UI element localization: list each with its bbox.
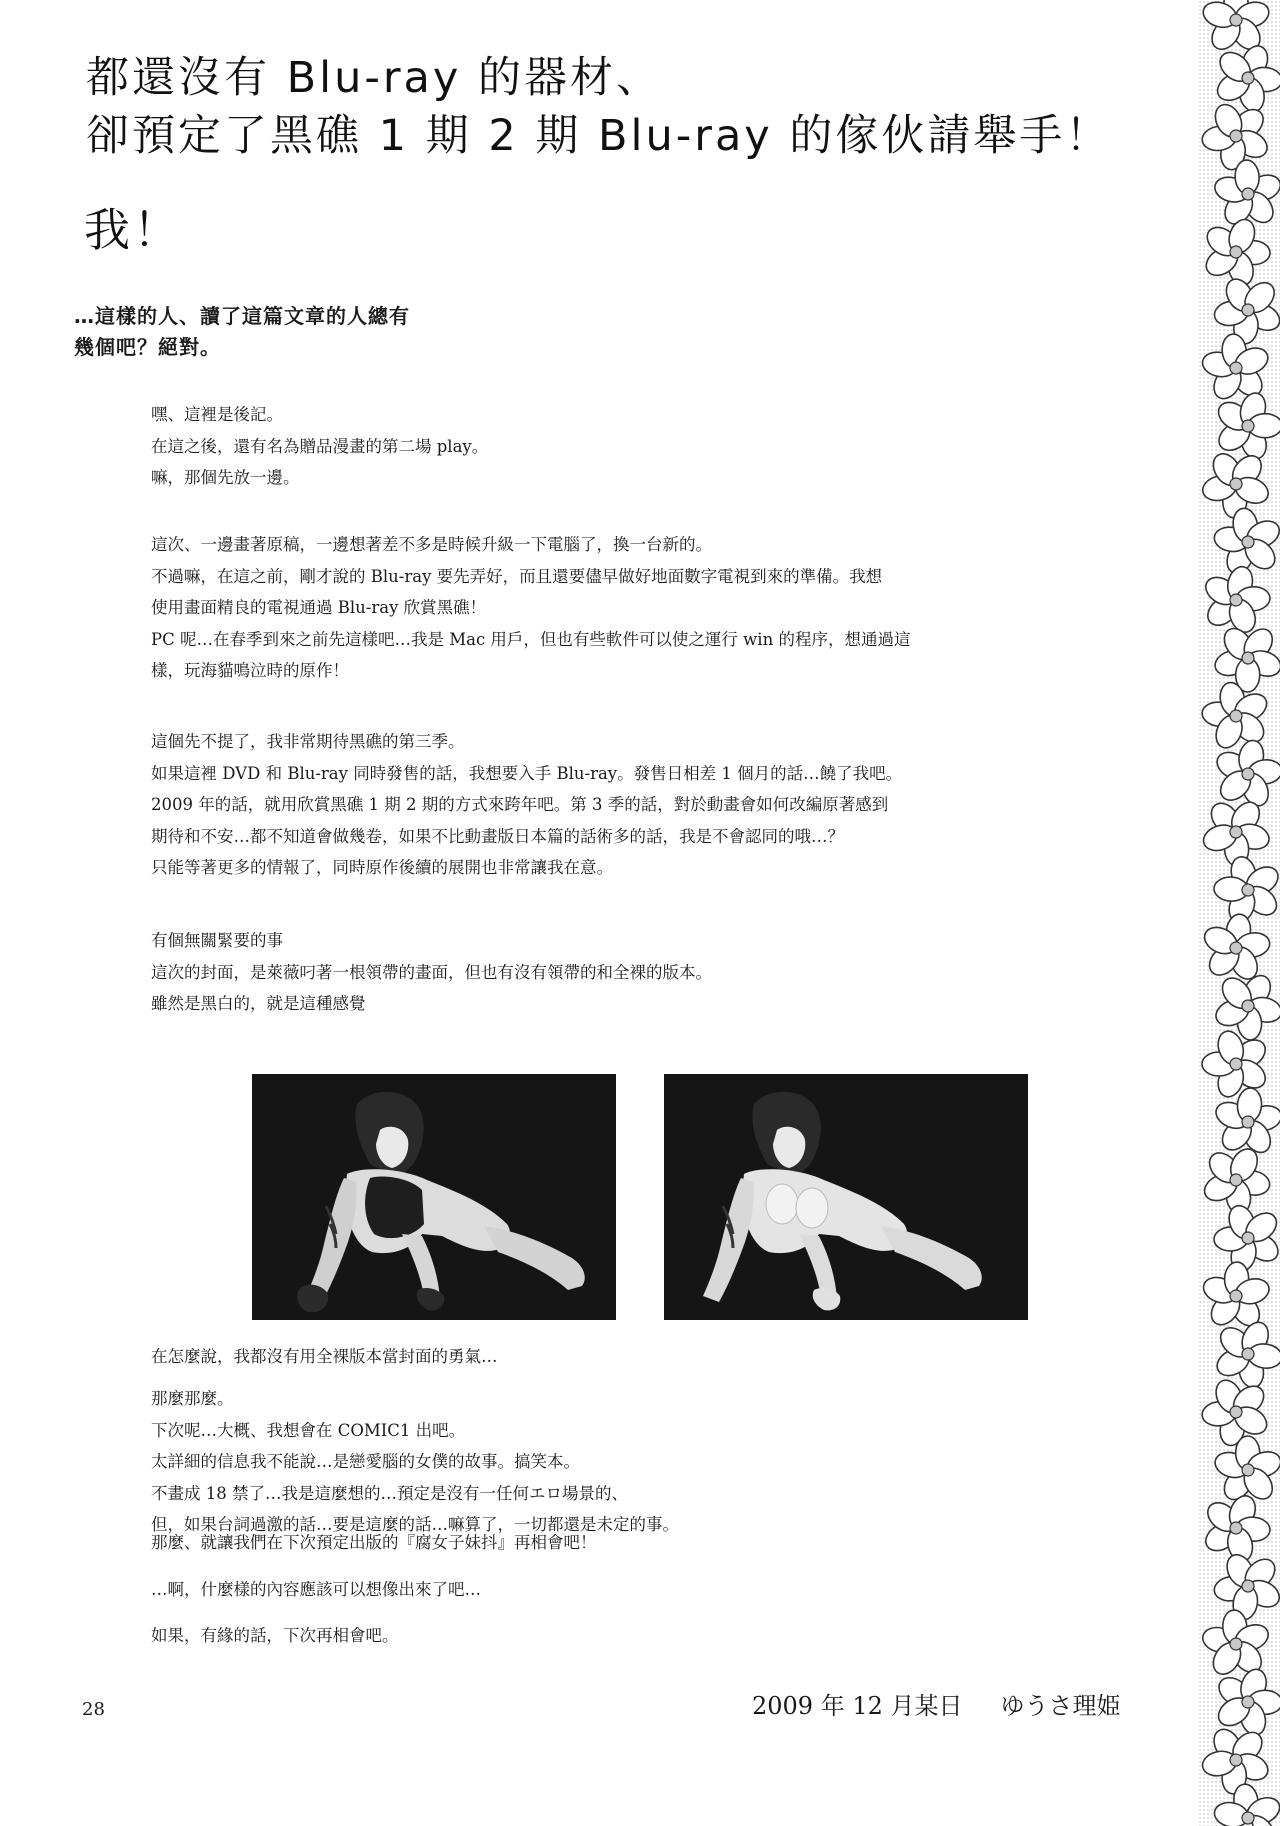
text-line: 太詳細的信息我不能說…是戀愛腦的女僕的故事。搞笑本。 [151,1452,580,1471]
text-line: 但，如果台詞過激的話…要是這麼的話…嘛算了，一切都還是未定的事。 [151,1515,679,1534]
floral-border-decoration [1198,0,1280,1826]
paragraph-courage [151,1341,911,1373]
text-line: 如果，有緣的話，下次再相會吧。 [151,1626,399,1645]
figure-illustration [252,1074,616,1320]
paragraph-next-event [151,1383,911,1541]
text-line: 有個無關緊要的事 [151,931,283,950]
text-line: 那麼那麼。 [151,1389,234,1408]
headline-line-1: 都還沒有 Blu-ray 的器材、 [86,53,663,103]
text-line: 2009 年的話，就用欣賞黑礁 1 期 2 期的方式來跨年吧。第 3 季的話，對於動畫會如何改編原著感到 [151,795,889,814]
paragraph-greeting [151,399,911,494]
paragraph-cover-note [151,925,911,1020]
paragraph-next-book [151,1527,911,1559]
text-line: 這次的封面，是萊薇叼著一根領帶的畫面，但也有沒有領帶的和全裸的版本。 [151,962,712,982]
headline-line-2: 卻預定了黑礁 1 期 2 期 Blu-ray 的傢伙請舉手！ [86,111,1112,161]
text-line: 使用畫面精良的電視通過 Blu-ray 欣賞黑礁！ [151,598,487,617]
text-line: 嘛，那個先放一邊。 [151,468,300,487]
text-line: 不過嘛，在這之前，剛才說的 Blu-ray 要先弄好，而且還要儘早做好地面數字電視到來的準備。我想 [151,566,883,586]
paragraph-imagine [151,1574,911,1606]
text-line: 期待和不安…都不知道會做幾卷，如果不比動畫版日本篇的話術多的話，我是不會認同的哦…？ [151,826,844,846]
sub-heading-line: …這樣的人、讀了這篇文章的人總有 [74,304,410,328]
figure-illustration [664,1074,1028,1320]
text-line: …啊，什麼樣的內容應該可以想像出來了吧… [151,1580,481,1599]
text-line: 樣，玩海貓鳴泣時的原作！ [151,661,349,680]
signature-author: ゆうさ理姫 [1000,1692,1121,1720]
text-line: 下次呢…大概、我想會在 COMIC1 出吧。 [151,1420,466,1440]
sub-heading [74,301,410,363]
text-line: 這次、一邊畫著原稿，一邊想著差不多是時候升級一下電腦了，換一台新的。 [151,535,712,554]
page-number: 28 [82,1699,105,1720]
text-line: 在怎麼說，我都沒有用全裸版本當封面的勇氣… [151,1347,498,1366]
headline-answer: 我！ [84,203,182,257]
text-line: 那麼、就讓我們在下次預定出版的『腐女子妹抖』再相會吧！ [151,1533,597,1552]
sub-heading-line: 幾個吧？絕對。 [74,335,221,359]
cover-variant-image-left [252,1074,616,1320]
text-line: 不畫成 18 禁了…我是這麼想的…預定是沒有一任何エロ場景的、 [151,1483,628,1503]
paragraph-farewell [151,1620,911,1652]
text-line: 這個先不提了，我非常期待黑礁的第三季。 [151,732,465,751]
signature [752,1690,1159,1722]
text-line: 在這之後，還有名為贈品漫畫的第二場 play。 [151,436,489,456]
text-line: 雖然是黑白的，就是這種感覺 [151,994,366,1013]
text-line: PC 呢…在春季到來之前先這樣吧…我是 Mac 用戶，但也有些軟件可以使之運行 win 的程序，想通過這 [151,629,911,649]
text-line: 嘿、這裡是後記。 [151,405,283,424]
signature-date: 2009 年 12 月某日 [752,1692,963,1720]
cover-variant-image-right [664,1074,1028,1320]
text-line: 如果這裡 DVD 和 Blu-ray 同時發售的話，我想要入手 Blu-ray。發售日相差 1 個月的話…饒了我吧。 [151,763,903,783]
paragraph-season-three [151,726,911,884]
text-line: 只能等著更多的情報了，同時原作後續的展開也非常讓我在意。 [151,858,613,877]
paragraph-computer [151,529,911,687]
